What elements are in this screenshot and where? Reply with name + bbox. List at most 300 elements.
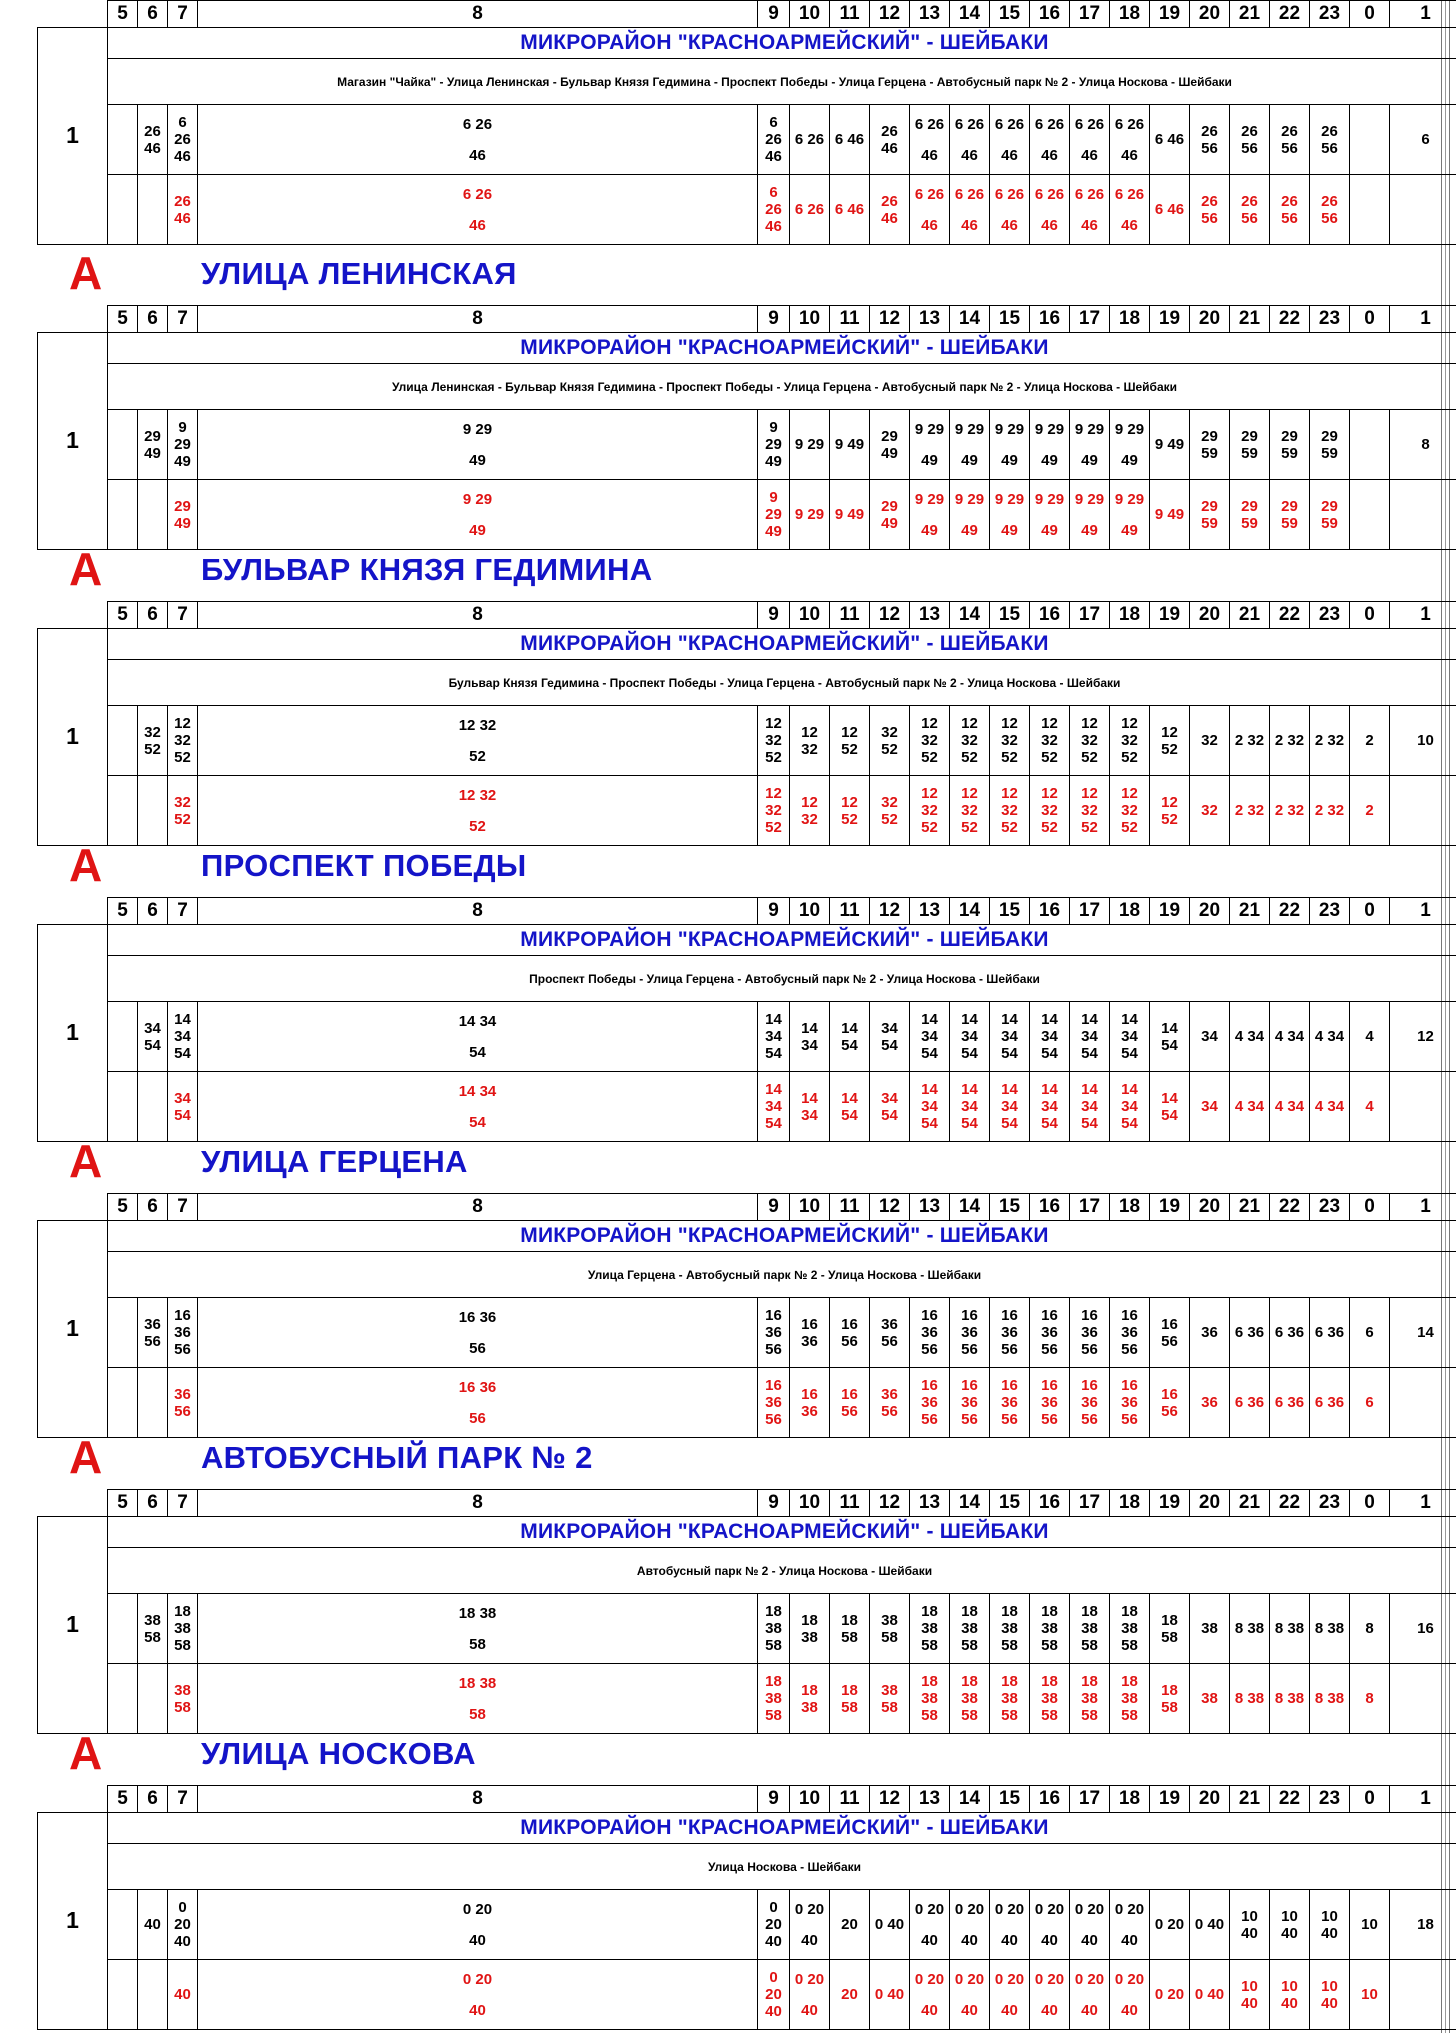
time-value: 14 <box>921 1081 938 1099</box>
time-value: 38 <box>1081 1620 1098 1638</box>
hour-label: 16 <box>1030 1194 1070 1221</box>
weekday-time-cell <box>758 1298 790 1368</box>
hour-label: 16 <box>1030 1 1070 28</box>
time-value: 56 <box>1001 1411 1018 1429</box>
hour-label: 13 <box>910 1194 950 1221</box>
weekend-time-cell <box>1310 480 1350 550</box>
header-corner <box>38 306 108 333</box>
weekend-time-cell <box>108 175 138 245</box>
time-value: 18 <box>961 1603 978 1621</box>
time-value: 14 34 <box>458 1082 497 1100</box>
time-value: 56 <box>881 1332 898 1350</box>
time-value: 40 <box>1121 2001 1138 2019</box>
weekday-time-cell <box>1230 1002 1270 1072</box>
time-value: 56 <box>469 1409 486 1427</box>
time-value: 9 29 <box>794 436 825 454</box>
weekday-time-cell <box>138 1002 168 1072</box>
weekday-time-cell <box>758 1594 790 1664</box>
time-value: 6 26 <box>794 201 825 219</box>
time-value: 6 26 <box>462 115 493 133</box>
time-value: 58 <box>144 1628 161 1646</box>
time-value: 16 <box>961 1307 978 1325</box>
weekday-time-cell <box>1310 706 1350 776</box>
time-value: 58 <box>1041 1707 1058 1725</box>
weekday-time-cell <box>168 1298 198 1368</box>
time-value: 46 <box>765 218 782 236</box>
weekend-time-cell <box>1070 1664 1110 1734</box>
route-title-row <box>38 924 1456 955</box>
hour-label: 7 <box>168 1490 198 1517</box>
hour-label: 19 <box>1150 898 1190 925</box>
time-value: 34 <box>921 1098 938 1116</box>
time-gap <box>198 1100 757 1114</box>
weekend-time-cell <box>1070 1368 1110 1438</box>
time-value: 54 <box>1121 1115 1138 1133</box>
time-value: 10 <box>1361 1916 1378 1934</box>
weekend-time-cell <box>910 776 950 846</box>
schedule-table <box>37 601 1456 846</box>
time-value: 6 26 <box>462 185 493 203</box>
time-value: 29 <box>881 427 898 445</box>
weekday-time-cell <box>1390 1002 1456 1072</box>
hour-label: 11 <box>830 1194 870 1221</box>
weekend-time-cell <box>168 1960 198 2030</box>
time-value: 34 <box>765 1028 782 1046</box>
time-value: 54 <box>1041 1045 1058 1063</box>
hour-label: 5 <box>108 1 138 28</box>
hour-label: 7 <box>168 602 198 629</box>
weekday-time-cell <box>138 410 168 480</box>
hour-label: 13 <box>910 602 950 629</box>
hour-label: 0 <box>1350 1194 1390 1221</box>
hour-label: 17 <box>1070 1194 1110 1221</box>
time-value: 14 <box>1001 1011 1018 1029</box>
time-value: 38 <box>881 1681 898 1699</box>
weekend-time-cell <box>1230 1960 1270 2030</box>
schedule-block <box>37 1785 1441 2030</box>
time-value: 32 <box>765 732 782 750</box>
time-gap <box>108 1396 137 1410</box>
time-value: 59 <box>1281 514 1298 532</box>
time-value: 32 <box>961 732 978 750</box>
time-gap <box>1110 133 1149 147</box>
time-value: 16 <box>841 1315 858 1333</box>
time-value: 49 <box>1041 451 1058 469</box>
hour-label: 21 <box>1230 602 1270 629</box>
time-value: 49 <box>921 521 938 539</box>
time-value: 36 <box>1041 1394 1058 1412</box>
time-gap <box>198 1918 757 1932</box>
hour-label: 20 <box>1190 1786 1230 1813</box>
time-value: 32 <box>1081 802 1098 820</box>
weekday-time-cell <box>870 105 910 175</box>
time-value: 34 <box>1201 1098 1218 1116</box>
weekday-time-cell <box>990 706 1030 776</box>
time-value: 54 <box>1001 1115 1018 1133</box>
weekday-time-cell <box>1230 706 1270 776</box>
time-value: 32 <box>881 723 898 741</box>
hour-label: 18 <box>1110 602 1150 629</box>
time-value: 0 20 <box>1034 1900 1065 1918</box>
hour-label: 0 <box>1350 306 1390 333</box>
time-value: 18 <box>921 1603 938 1621</box>
weekday-time-cell <box>950 410 990 480</box>
time-value: 54 <box>921 1115 938 1133</box>
weekday-time-cell <box>870 706 910 776</box>
time-value: 32 <box>144 723 161 741</box>
weekday-times-row <box>38 105 1456 175</box>
hour-label: 10 <box>790 898 830 925</box>
time-gap <box>198 1692 757 1706</box>
hour-label: 15 <box>990 898 1030 925</box>
time-gap <box>950 438 989 452</box>
time-value: 14 <box>1041 1081 1058 1099</box>
time-value: 18 <box>801 1681 818 1699</box>
time-gap <box>108 1622 137 1636</box>
time-value: 40 <box>1321 1994 1338 2012</box>
hour-label: 12 <box>870 1490 910 1517</box>
time-value: 4 <box>1365 1028 1374 1046</box>
time-value: 40 <box>1241 1994 1258 2012</box>
weekday-time-cell <box>990 1594 1030 1664</box>
weekend-time-cell <box>1110 1072 1150 1142</box>
time-value: 40 <box>1321 1924 1338 1942</box>
hour-label: 16 <box>1030 898 1070 925</box>
route-path: Магазин "Чайка" - Улица Ленинская - Бульвар Князя Гедимина - Проспект Победы - Улица Герцена - Автобусный парк № 2 - Улица Носкова - Шейбаки <box>108 59 1456 105</box>
time-value: 54 <box>1121 1045 1138 1063</box>
time-value: 52 <box>174 749 191 767</box>
time-value: 36 <box>881 1385 898 1403</box>
time-value: 26 <box>881 192 898 210</box>
hour-label: 7 <box>168 1194 198 1221</box>
weekend-time-cell <box>790 1368 830 1438</box>
weekday-time-cell <box>950 1594 990 1664</box>
time-value: 40 <box>1041 1931 1058 1949</box>
time-value: 16 <box>801 1315 818 1333</box>
time-value: 26 <box>881 122 898 140</box>
time-value: 58 <box>1041 1637 1058 1655</box>
schedule-block <box>37 305 1441 550</box>
hour-label: 12 <box>870 306 910 333</box>
time-value: 54 <box>1001 1045 1018 1063</box>
time-value: 18 <box>174 1603 191 1621</box>
time-value: 8 38 <box>1234 1690 1265 1708</box>
time-value: 12 32 <box>458 716 497 734</box>
weekday-time-cell <box>108 1298 138 1368</box>
weekday-time-cell <box>950 105 990 175</box>
time-value: 0 20 <box>914 1900 945 1918</box>
time-value: 29 <box>174 436 191 454</box>
time-gap <box>790 1918 829 1932</box>
time-gap <box>950 1918 989 1932</box>
time-value: 9 49 <box>834 506 865 524</box>
weekday-time-cell <box>1350 1002 1390 1072</box>
time-value: 29 <box>765 506 782 524</box>
hour-label: 11 <box>830 898 870 925</box>
time-value: 14 <box>765 1081 782 1099</box>
hour-label: 18 <box>1110 1490 1150 1517</box>
weekend-time-cell <box>1230 1368 1270 1438</box>
time-value: 46 <box>469 216 486 234</box>
time-value: 12 <box>1001 785 1018 803</box>
time-gap <box>950 1988 989 2002</box>
route-number: 1 <box>38 924 108 1141</box>
time-value: 14 <box>1161 1019 1178 1037</box>
time-value: 36 <box>961 1324 978 1342</box>
time-value: 6 36 <box>1274 1324 1305 1342</box>
time-value: 58 <box>921 1707 938 1725</box>
hour-label: 6 <box>138 1194 168 1221</box>
time-gap <box>910 1988 949 2002</box>
weekday-time-cell <box>1110 1002 1150 1072</box>
weekend-time-cell <box>198 1664 758 1734</box>
hour-label: 17 <box>1070 1786 1110 1813</box>
time-value: 29 <box>881 497 898 515</box>
weekday-time-cell <box>198 1298 758 1368</box>
time-value: 16 <box>1417 1620 1434 1638</box>
weekday-time-cell <box>1390 1890 1456 1960</box>
time-value: 46 <box>1081 146 1098 164</box>
weekday-time-cell <box>790 1890 830 1960</box>
weekend-time-cell <box>1390 1960 1456 2030</box>
hour-label: 21 <box>1230 1194 1270 1221</box>
time-value: 49 <box>1081 521 1098 539</box>
time-value: 56 <box>1201 209 1218 227</box>
time-value: 16 <box>801 1385 818 1403</box>
time-value: 52 <box>765 819 782 837</box>
time-value: 40 <box>174 1933 191 1951</box>
time-value: 14 <box>961 1011 978 1029</box>
route-path-row <box>38 956 1456 1002</box>
time-gap <box>138 1988 167 2002</box>
hour-label: 19 <box>1150 1194 1190 1221</box>
weekend-time-cell <box>138 175 168 245</box>
hour-label: 11 <box>830 602 870 629</box>
stop-letter-mark: А <box>69 543 103 595</box>
weekday-time-cell <box>1150 706 1190 776</box>
time-value: 9 29 <box>954 420 985 438</box>
weekend-time-cell <box>1110 480 1150 550</box>
time-value: 40 <box>921 2001 938 2019</box>
time-value: 38 <box>961 1620 978 1638</box>
time-value: 38 <box>1121 1620 1138 1638</box>
weekday-time-cell <box>108 1594 138 1664</box>
time-value: 52 <box>1041 819 1058 837</box>
time-value: 4 34 <box>1274 1028 1305 1046</box>
time-value: 6 46 <box>834 201 865 219</box>
weekend-time-cell <box>1030 480 1070 550</box>
time-value: 58 <box>1161 1698 1178 1716</box>
time-gap <box>1110 203 1149 217</box>
weekend-time-cell <box>108 776 138 846</box>
weekday-time-cell <box>1150 1890 1190 1960</box>
time-value: 58 <box>881 1698 898 1716</box>
time-value: 36 <box>801 1332 818 1350</box>
time-value: 2 32 <box>1314 802 1345 820</box>
weekday-time-cell <box>1350 410 1390 480</box>
hour-label: 6 <box>138 1490 168 1517</box>
time-value: 32 <box>881 793 898 811</box>
time-gap <box>990 1918 1029 1932</box>
time-value: 36 <box>801 1402 818 1420</box>
time-value: 26 <box>765 201 782 219</box>
time-value: 54 <box>174 1045 191 1063</box>
time-value: 38 <box>144 1611 161 1629</box>
time-value: 54 <box>1161 1036 1178 1054</box>
time-value: 6 26 <box>954 185 985 203</box>
route-title-row <box>38 1220 1456 1251</box>
time-value: 14 <box>1081 1011 1098 1029</box>
hour-label: 22 <box>1270 306 1310 333</box>
weekend-time-cell <box>990 1368 1030 1438</box>
hour-label: 12 <box>870 1194 910 1221</box>
time-value: 16 <box>961 1377 978 1395</box>
time-value: 10 <box>1321 1907 1338 1925</box>
hour-label: 9 <box>758 306 790 333</box>
weekday-time-cell <box>1070 1594 1110 1664</box>
time-value: 34 <box>1041 1028 1058 1046</box>
weekend-time-cell <box>1270 1664 1310 1734</box>
time-value: 16 <box>1041 1307 1058 1325</box>
hour-label: 15 <box>990 1194 1030 1221</box>
time-value: 6 26 <box>994 115 1025 133</box>
weekend-time-cell <box>758 776 790 846</box>
time-gap <box>1070 133 1109 147</box>
weekend-time-cell <box>1070 1960 1110 2030</box>
time-gap <box>1110 508 1149 522</box>
time-gap <box>198 804 757 818</box>
weekday-time-cell <box>990 105 1030 175</box>
header-corner <box>38 1194 108 1221</box>
hour-label: 11 <box>830 306 870 333</box>
time-value: 52 <box>921 749 938 767</box>
time-value: 32 <box>1001 802 1018 820</box>
hour-label: 1 <box>1390 898 1456 925</box>
weekday-times-row <box>38 706 1456 776</box>
time-value: 56 <box>1241 139 1258 157</box>
time-value: 0 20 <box>914 1970 945 1988</box>
header-corner <box>38 1490 108 1517</box>
hour-label: 0 <box>1350 898 1390 925</box>
hour-label: 14 <box>950 602 990 629</box>
hour-label: 11 <box>830 1 870 28</box>
time-value: 58 <box>765 1707 782 1725</box>
route-path: Проспект Победы - Улица Герцена - Автобусный парк № 2 - Улица Носкова - Шейбаки <box>108 956 1456 1002</box>
time-value: 54 <box>469 1113 486 1131</box>
time-value: 54 <box>921 1045 938 1063</box>
time-value: 0 20 <box>1074 1900 1105 1918</box>
time-value: 9 49 <box>1154 506 1185 524</box>
time-value: 36 <box>1121 1324 1138 1342</box>
time-value: 14 <box>1417 1324 1434 1342</box>
time-value: 34 <box>1081 1028 1098 1046</box>
hour-label: 11 <box>830 1786 870 1813</box>
weekend-time-cell <box>870 776 910 846</box>
time-value: 54 <box>174 1106 191 1124</box>
time-value: 46 <box>1041 216 1058 234</box>
time-value: 58 <box>765 1637 782 1655</box>
weekday-time-cell <box>1390 706 1456 776</box>
hour-label: 9 <box>758 898 790 925</box>
time-gap <box>108 734 137 748</box>
time-gap <box>1070 203 1109 217</box>
time-value: 34 <box>174 1028 191 1046</box>
time-value: 16 <box>1081 1377 1098 1395</box>
hour-label: 8 <box>198 898 758 925</box>
weekday-time-cell <box>1030 410 1070 480</box>
time-value: 12 <box>1121 715 1138 733</box>
weekday-time-cell <box>198 105 758 175</box>
time-value: 4 34 <box>1314 1028 1345 1046</box>
time-value: 32 <box>961 802 978 820</box>
time-gap <box>198 1030 757 1044</box>
route-title-row <box>38 1516 1456 1547</box>
hour-label: 15 <box>990 1 1030 28</box>
time-value: 49 <box>1121 521 1138 539</box>
weekend-time-cell <box>168 480 198 550</box>
time-value: 52 <box>1001 749 1018 767</box>
time-value: 34 <box>961 1098 978 1116</box>
weekday-time-cell <box>1230 410 1270 480</box>
time-value: 12 <box>961 715 978 733</box>
hour-label: 5 <box>108 1194 138 1221</box>
route-title: МИКРОРАЙОН "КРАСНОАРМЕЙСКИЙ" - ШЕЙБАКИ <box>108 628 1456 659</box>
weekend-time-cell <box>950 1072 990 1142</box>
weekend-time-cell <box>1070 175 1110 245</box>
weekday-time-cell <box>198 410 758 480</box>
weekday-time-cell <box>1150 410 1190 480</box>
weekday-time-cell <box>1310 1298 1350 1368</box>
time-value: 16 <box>1001 1307 1018 1325</box>
weekend-time-cell <box>1230 480 1270 550</box>
time-value: 58 <box>881 1628 898 1646</box>
time-value: 49 <box>469 521 486 539</box>
weekday-time-cell <box>758 105 790 175</box>
time-value: 16 <box>1001 1377 1018 1395</box>
time-value: 56 <box>1241 209 1258 227</box>
hour-label: 1 <box>1390 1490 1456 1517</box>
hour-label: 0 <box>1350 1 1390 28</box>
time-value: 14 <box>921 1011 938 1029</box>
time-gap <box>1390 1396 1456 1410</box>
time-value: 14 34 <box>458 1012 497 1030</box>
hour-label: 19 <box>1150 1 1190 28</box>
time-value: 6 46 <box>1154 201 1185 219</box>
hour-label: 15 <box>990 306 1030 333</box>
time-value: 56 <box>1081 1411 1098 1429</box>
weekend-times-row <box>38 480 1456 550</box>
time-value: 32 <box>801 810 818 828</box>
time-value: 52 <box>469 817 486 835</box>
time-value: 38 <box>1041 1690 1058 1708</box>
time-value: 4 <box>1365 1098 1374 1116</box>
time-value: 32 <box>921 802 938 820</box>
time-value: 16 <box>1121 1307 1138 1325</box>
time-gap <box>1030 1918 1069 1932</box>
hour-label: 17 <box>1070 1490 1110 1517</box>
time-value: 54 <box>881 1106 898 1124</box>
time-value: 40 <box>801 2001 818 2019</box>
time-value: 26 <box>1321 192 1338 210</box>
time-value: 49 <box>1041 521 1058 539</box>
time-value: 10 <box>1417 732 1434 750</box>
hour-label: 17 <box>1070 306 1110 333</box>
weekend-time-cell <box>138 1368 168 1438</box>
weekday-time-cell <box>790 410 830 480</box>
time-value: 40 <box>1241 1924 1258 1942</box>
route-number: 1 <box>38 1220 108 1437</box>
time-value: 52 <box>1001 819 1018 837</box>
